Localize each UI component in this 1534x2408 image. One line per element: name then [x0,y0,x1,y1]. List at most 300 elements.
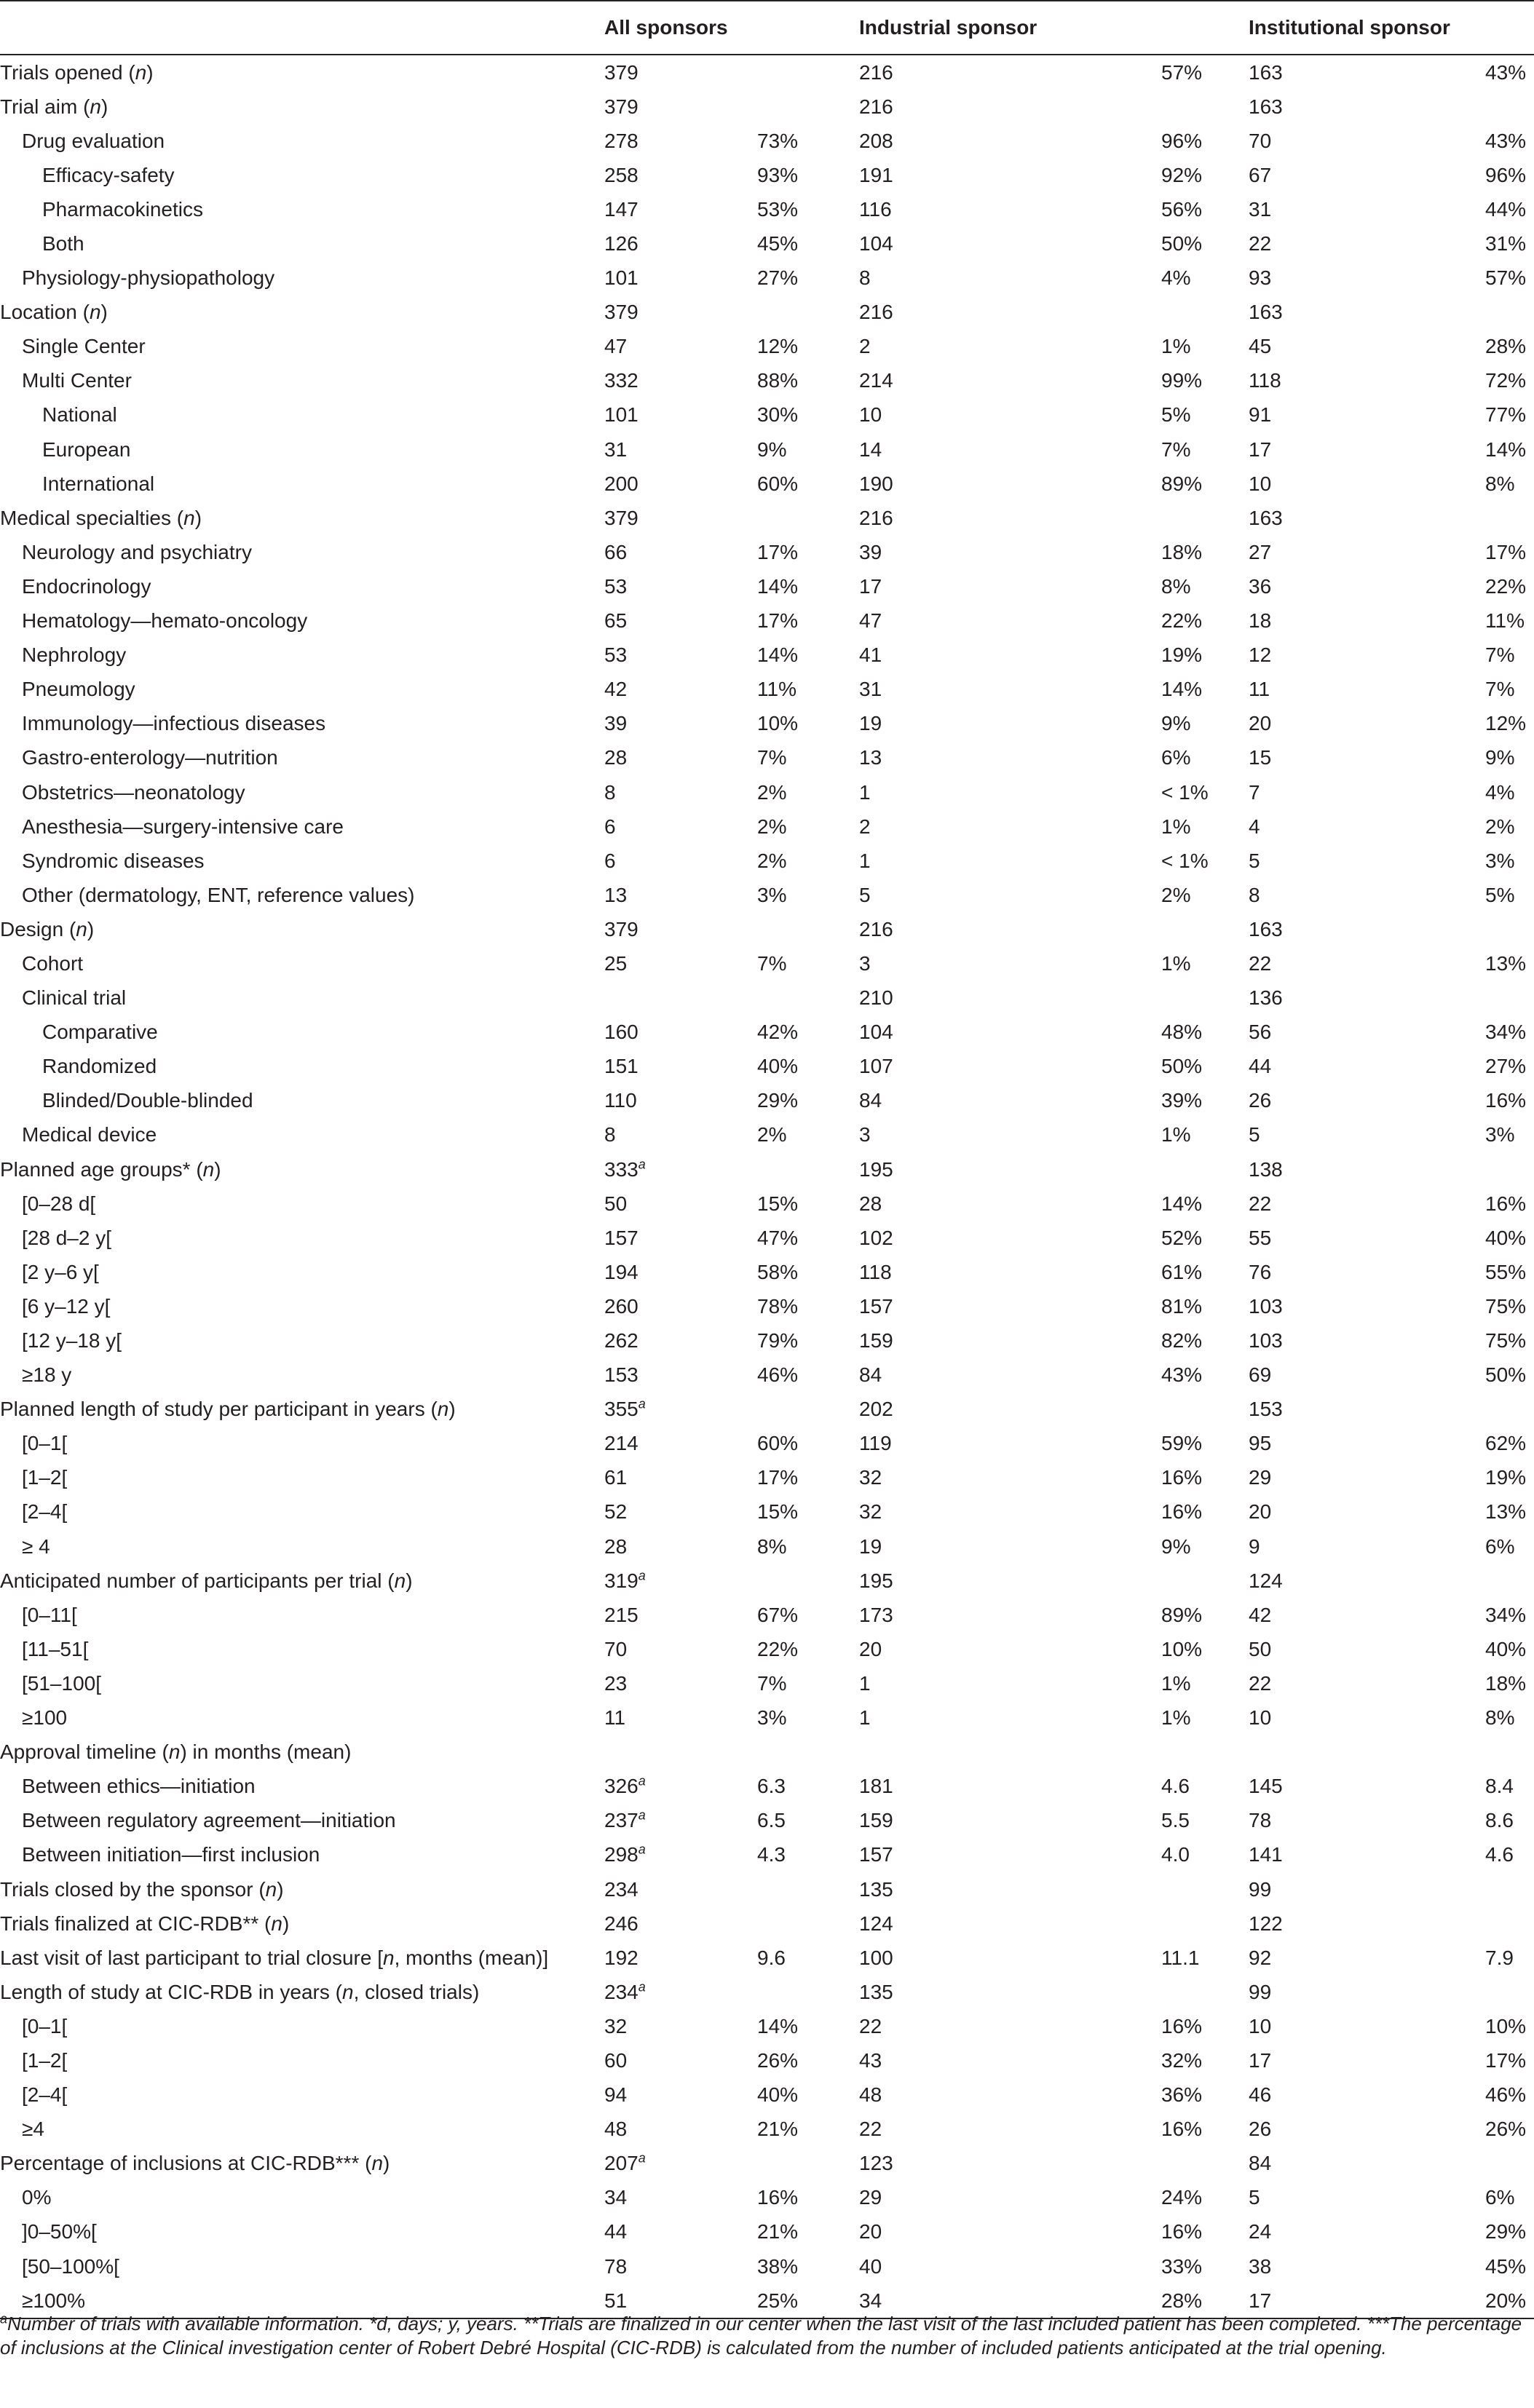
cell-all-pct [677,364,859,398]
cell-industrial-count [859,946,1037,981]
cell-all-pct [677,1872,859,1906]
cell-value: 24% [1161,2186,1203,2209]
cell-value: 20% [1485,2289,1527,2312]
cell-value: 4 [1249,815,1260,838]
cell-industrial-pct [1037,1187,1216,1221]
cell-industrial-count [859,1289,1037,1323]
footnote-text: Number of trials with available information. *d, days; y, years. **Trials are finalized in our center when the last visit of the last included patient has been completed. ***The percentage of inclusions at the Clinical investigation center of Robert Debré Hospital (CIC-RDB) is calculated from the number of included patients anticipated at the trial opening. [0,2313,1522,2359]
cell-value: 215 [604,1603,638,1626]
cell-value: 17 [1249,2048,1272,2072]
table-row [0,1427,1534,1461]
cell-institutional-pct [1383,673,1534,707]
cell-value: 8% [757,1534,787,1558]
cell-industrial-count [859,1393,1037,1427]
cell-value: 9% [1161,712,1191,735]
cell-value: 26 [1249,2118,1272,2141]
row-label [0,775,561,809]
cell-industrial-count [859,1187,1037,1221]
cell-value: 60 [604,2048,628,2072]
cell-institutional-pct [1383,1118,1534,1152]
cell-value: 1 [859,1671,871,1695]
cell-institutional-pct [1383,1221,1534,1255]
cell-value: 20 [859,1637,882,1660]
row-label-n: n [371,2152,384,2175]
cell-all-count [561,2078,677,2112]
cell-industrial-count [859,124,1037,158]
cell-value: 136 [1249,986,1283,1010]
cell-institutional-count [1216,2043,1383,2078]
cell-value: 10% [1485,2014,1527,2037]
cell-institutional-count [1216,878,1383,912]
cell-value: 17% [757,1466,799,1489]
cell-value: 4% [1485,780,1515,804]
cell-value: 7.9 [1485,1946,1514,1969]
cell-institutional-count [1216,1393,1383,1427]
cell-industrial-count [859,1941,1037,1975]
cell-value: 200 [604,472,638,495]
row-label-text: Medical device [22,1123,157,1146]
cell-value: 51 [604,2289,628,2312]
cell-value: 27 [1249,540,1272,563]
cell-value: 6 [604,849,616,872]
cell-all-pct [677,124,859,158]
table-row [0,775,1534,809]
cell-all-count [561,1770,677,1804]
row-label [0,501,561,535]
row-label [0,1289,561,1323]
cell-all-pct [677,1804,859,1838]
cell-value: 216 [859,301,893,324]
cell-institutional-count [1216,1427,1383,1461]
table-row [0,2249,1534,2284]
cell-all-pct [677,809,859,844]
cell-value: 52 [604,1500,628,1524]
row-label-text: ≥100% [22,2289,85,2312]
cell-institutional-pct [1383,1598,1534,1632]
cell-industrial-count [859,1770,1037,1804]
cell-value: 4.6 [1161,1775,1190,1798]
cell-institutional-pct [1383,946,1534,981]
cell-all-count [561,1152,677,1187]
table-row [0,192,1534,226]
table-row [0,1735,1534,1770]
cell-value: 246 [604,1912,638,1935]
cell-value: 91 [1249,403,1272,427]
cell-value: 50% [1485,1363,1527,1387]
cell-value: 326 [604,1775,638,1798]
cell-institutional-count [1216,501,1383,535]
cell-industrial-count [859,1358,1037,1393]
cell-institutional-pct [1383,707,1534,741]
cell-value: 44 [604,2220,628,2243]
cell-industrial-pct [1037,1598,1216,1632]
cell-all-pct [677,1187,859,1221]
cell-value: 10 [1249,1706,1272,1730]
cell-value: 5 [1249,1123,1260,1146]
cell-value: 70 [1249,129,1272,152]
cell-value: 1 [859,780,871,804]
cell-value: 6.3 [757,1775,786,1798]
cell-value: 163 [1249,506,1283,529]
cell-value: 208 [859,129,893,152]
cell-all-count [561,775,677,809]
cell-value: 2% [1485,815,1515,838]
row-label-text: Length of study at CIC-RDB in years ( [0,1980,342,2003]
cell-institutional-count [1216,1975,1383,2009]
cell-industrial-pct [1037,1770,1216,1804]
cell-institutional-pct [1383,2147,1534,2181]
cell-institutional-pct [1383,501,1534,535]
cell-all-pct [677,1221,859,1255]
cell-all-count [561,2112,677,2147]
cell-value: 216 [859,95,893,118]
cell-value: 3% [757,883,787,906]
table-row [0,226,1534,261]
row-label-text: Pneumology [22,678,135,701]
cell-industrial-pct [1037,2215,1216,2249]
cell-institutional-pct [1383,1975,1534,2009]
row-label-text: [0–1[ [22,2014,68,2037]
cell-value: 17% [757,540,799,563]
cell-institutional-pct [1383,1152,1534,1187]
cell-institutional-count [1216,1050,1383,1084]
cell-industrial-pct [1037,1461,1216,1495]
cell-industrial-count [859,364,1037,398]
cell-industrial-count [859,90,1037,124]
cell-value: 104 [859,1021,893,1044]
cell-value: 7% [1485,678,1515,701]
cell-industrial-count [859,1152,1037,1187]
row-label-tail: ) [277,1877,284,1901]
cell-all-pct [677,1632,859,1666]
row-label-text: European [42,437,131,461]
row-label-text: Immunology—infectious diseases [22,712,326,735]
cell-value: 145 [1249,1775,1283,1798]
cell-institutional-pct [1383,1701,1534,1735]
cell-industrial-count [859,844,1037,878]
cell-value: 2% [757,1123,787,1146]
table-row [0,1015,1534,1050]
cell-value: 234 [604,1877,638,1901]
cell-all-count [561,2249,677,2284]
cell-value: 11% [757,678,796,701]
cell-value: 3 [859,951,871,975]
row-label-text: Randomized [42,1055,157,1078]
row-label-text: Approval timeline ( [0,1740,169,1764]
table-row [0,2009,1534,2043]
cell-value: 53% [757,197,799,221]
cell-value: 1 [859,849,871,872]
cell-institutional-pct [1383,981,1534,1015]
cell-institutional-count [1216,638,1383,673]
cell-value: 17% [1485,2048,1527,2072]
cell-industrial-pct [1037,673,1216,707]
cell-value: 30% [757,403,799,427]
cell-all-count [561,741,677,775]
cell-value: 58% [757,1260,799,1283]
cell-value: 46 [1249,2083,1272,2107]
cell-value: 27% [1485,1055,1527,1078]
row-label-text: [50–100%[ [22,2254,119,2278]
cell-value: 22% [757,1637,799,1660]
cell-institutional-count [1216,226,1383,261]
cell-industrial-count [859,1461,1037,1495]
cell-value: 31 [1249,197,1272,221]
row-label [0,192,561,226]
cell-value: 17% [1485,540,1527,563]
cell-value: 141 [1249,1843,1283,1866]
cell-value: 118 [859,1260,892,1283]
cell-all-count [561,981,677,1015]
cell-all-count [561,158,677,192]
cell-all-count [561,1838,677,1872]
table-row [0,844,1534,878]
cell-value: 47% [757,1226,799,1249]
cell-value: 8 [1249,883,1260,906]
cell-value: 100 [859,1946,893,1969]
cell-institutional-count [1216,1255,1383,1289]
cell-value: 26% [757,2048,799,2072]
row-label [0,1804,561,1838]
cell-value: 95 [1249,1432,1272,1455]
cell-footnote-marker: a [638,1808,646,1823]
cell-institutional-count [1216,2147,1383,2181]
cell-value: 48 [604,2118,628,2141]
cell-industrial-count [859,1050,1037,1084]
cell-value: 82% [1161,1329,1203,1352]
cell-industrial-pct [1037,1564,1216,1598]
cell-value: 355 [604,1398,638,1421]
table-row [0,330,1534,364]
cell-value: 278 [604,129,638,152]
cell-value: 332 [604,369,638,392]
row-label-text: Clinical trial [22,986,127,1010]
row-label-text: Between ethics—initiation [22,1775,256,1798]
cell-value: 46% [1485,2083,1527,2107]
cell-industrial-pct [1037,569,1216,603]
cell-all-pct [677,2249,859,2284]
cell-all-pct [677,912,859,946]
cell-value: 60% [757,1432,799,1455]
cell-value: 16% [1485,1089,1527,1112]
row-label [0,673,561,707]
row-label-text: ]0–50%[ [22,2220,97,2243]
cell-value: 135 [859,1980,893,2003]
row-label [0,124,561,158]
cell-all-pct [677,1015,859,1050]
cell-industrial-pct [1037,946,1216,981]
row-label [0,55,561,90]
cell-all-count [561,809,677,844]
row-label-text: [2 y–6 y[ [22,1260,99,1283]
row-label [0,2147,561,2181]
cell-value: 10% [1161,1637,1203,1660]
cell-industrial-pct [1037,1941,1216,1975]
cell-all-pct [677,1152,859,1187]
cell-value: 5 [859,883,871,906]
cell-institutional-count [1216,432,1383,467]
cell-institutional-pct [1383,2009,1534,2043]
cell-industrial-count [859,1804,1037,1838]
cell-institutional-count [1216,1084,1383,1118]
cell-institutional-pct [1383,55,1534,90]
cell-industrial-pct [1037,912,1216,946]
cell-industrial-count [859,2181,1037,2215]
row-label-text: Percentage of inclusions at CIC-RDB*** ( [0,2152,372,2175]
cell-value: 11.1 [1161,1946,1200,1969]
cell-all-pct [677,1975,859,2009]
row-label-tail: ) in months (mean) [180,1740,352,1764]
row-label-text: Location ( [0,301,90,324]
cell-institutional-count [1216,1495,1383,1529]
cell-value: 163 [1249,95,1283,118]
cell-all-count [561,638,677,673]
cell-value: 36% [1161,2083,1203,2107]
cell-industrial-count [859,1084,1037,1118]
cell-value: 191 [859,163,893,186]
cell-value: 32 [859,1500,882,1524]
cell-value: 75% [1485,1329,1527,1352]
cell-value: 57% [1161,60,1203,84]
cell-footnote-marker: a [638,2150,646,2166]
cell-all-pct [677,1735,859,1770]
cell-institutional-pct [1383,226,1534,261]
cell-all-count [561,1495,677,1529]
cell-value: 5.5 [1161,1809,1190,1832]
row-label-text: Trial aim ( [0,95,90,118]
cell-value: 20 [1249,1500,1272,1524]
table-body [0,55,1534,2318]
row-label [0,2112,561,2147]
cell-value: 22% [1161,609,1203,633]
cell-value: 39 [859,540,882,563]
cell-all-pct [677,1461,859,1495]
cell-institutional-pct [1383,467,1534,501]
cell-value: 9.6 [757,1946,786,1969]
cell-institutional-pct [1383,1666,1534,1700]
cell-value: 22 [1249,1671,1272,1695]
cell-institutional-pct [1383,2112,1534,2147]
row-label-text: Trials closed by the sponsor ( [0,1877,266,1901]
cell-value: 163 [1249,60,1283,84]
cell-value: 34 [604,2186,628,2209]
cell-value: 4% [1161,266,1191,290]
cell-institutional-pct [1383,432,1534,467]
cell-industrial-count [859,1427,1037,1461]
cell-industrial-count [859,1975,1037,2009]
cell-value: 8.6 [1485,1809,1514,1832]
cell-all-pct [677,638,859,673]
cell-value: 210 [859,986,893,1010]
cell-institutional-count [1216,673,1383,707]
cell-industrial-pct [1037,1358,1216,1393]
cell-value: 66 [604,540,628,563]
table-row [0,2043,1534,2078]
cell-value: 13 [604,883,628,906]
cell-institutional-pct [1383,878,1534,912]
row-label [0,364,561,398]
cell-industrial-pct [1037,1255,1216,1289]
cell-industrial-count [859,878,1037,912]
cell-value: 29% [1485,2220,1527,2243]
cell-all-count [561,1941,677,1975]
cell-value: 34% [1485,1021,1527,1044]
cell-industrial-pct [1037,535,1216,569]
row-label [0,2249,561,2284]
cell-value: 207 [604,2152,638,2175]
cell-all-count [561,1118,677,1152]
cell-value: 11% [1485,609,1525,633]
cell-industrial-count [859,2215,1037,2249]
row-label [0,261,561,296]
row-label-text: Nephrology [22,643,127,667]
cell-value: 2% [1161,883,1191,906]
cell-institutional-count [1216,707,1383,741]
table-row [0,55,1534,90]
cell-value: 50 [604,1192,628,1215]
cell-industrial-count [859,330,1037,364]
cell-value: 75% [1485,1294,1527,1318]
cell-industrial-count [859,2078,1037,2112]
cell-value: 36 [1249,574,1272,598]
cell-value: 237 [604,1809,638,1832]
cell-value: 33% [1161,2254,1203,2278]
cell-institutional-pct [1383,1872,1534,1906]
cell-all-pct [677,501,859,535]
cell-all-count [561,844,677,878]
row-label [0,1598,561,1632]
cell-industrial-pct [1037,364,1216,398]
row-label-text: Trials finalized at CIC-RDB** ( [0,1912,272,1935]
cell-value: 195 [859,1569,893,1592]
table-header-row [0,1,1534,55]
cell-institutional-pct [1383,1770,1534,1804]
cell-value: 123 [859,2152,893,2175]
cell-value: 298 [604,1843,638,1866]
row-label-n: n [341,1980,354,2003]
table-row [0,1941,1534,1975]
row-label [0,2009,561,2043]
row-label [0,638,561,673]
row-label [0,1701,561,1735]
table-row [0,1872,1534,1906]
cell-value: 1% [1161,1123,1191,1146]
cell-value: 29 [1249,1466,1272,1489]
table-row [0,261,1534,296]
cell-value: 18% [1485,1671,1527,1695]
cell-industrial-count [859,55,1037,90]
cell-industrial-pct [1037,55,1216,90]
cell-value: 16% [1161,2118,1203,2141]
cell-value: 1% [1161,1671,1191,1695]
cell-industrial-count [859,2112,1037,2147]
cell-value: 39% [1161,1089,1203,1112]
cell-value: 40% [757,2083,799,2107]
cell-industrial-count [859,1701,1037,1735]
cell-footnote-marker: a [638,1396,646,1411]
row-label [0,535,561,569]
cell-value: 45 [1249,335,1272,358]
cell-value: 2% [757,849,787,872]
cell-value: 28% [1485,335,1527,358]
row-label [0,2078,561,2112]
cell-institutional-pct [1383,912,1534,946]
cell-institutional-count [1216,2009,1383,2043]
cell-all-count [561,1393,677,1427]
cell-institutional-pct [1383,261,1534,296]
cell-value: 14% [1485,437,1527,461]
cell-value: 138 [1249,1157,1283,1181]
